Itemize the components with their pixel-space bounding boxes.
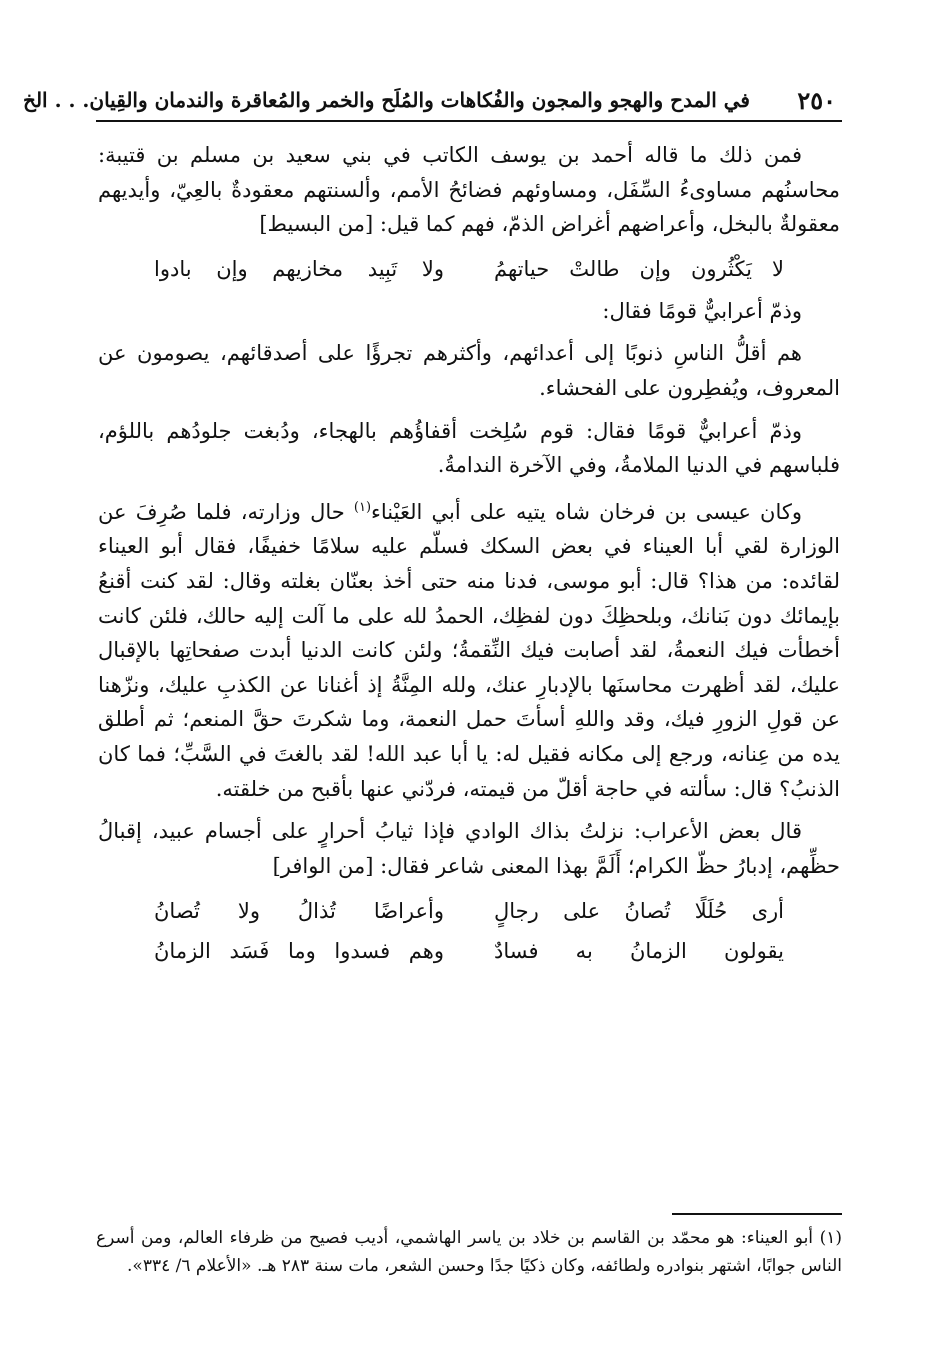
running-title: في المدح والهجو والمجون والفُكاهات والمُلَح والخمر والمُعاقرة والندمان والقِيان. . . الخ [23,88,750,112]
verse-line [98,250,840,290]
paragraph: قال بعض الأعراب: نزلتُ بذاك الوادي فإذا ثيابُ أحرارٍ على أجسام عبيد، إقبالُ حظِّهم، إدبارُ حظّ الكرام؛ أَلَمَّ بهذا المعنى شاعر فقال: [من الوافر] [98,819,840,878]
poem [98,891,840,971]
paragraph: هم أقلُّ الناسِ ذنوبًا إلى أعدائهم، وأكثرهم تجرؤًا على أصدقائهم، يصومون عن المعروف، ويُفطِرون على الفحشاء. [98,341,840,400]
verse-second-hemistich: وهم فسدوا وما فَسَد الزمانُ [154,938,444,963]
verse-first-hemistich: أرى حُلَلًا تُصانُ على رجالٍ [494,898,784,923]
footnote: (١) أبو العيناء: هو محمّد بن القاسم بن خلاد بن ياسر الهاشمي، أديب فصيح من ظرفاء العالم، ومن أسرع الناس جوابًا، اشتهر بنوادره ولطائفه، وكان ذكيًا جدًا وحسن الشعر، مات سنة ٢٨٣ هـ. «الأعلام ٦/ ٣٣٤». [96,1228,842,1276]
verse-second-hemistich: وأعراضًا تُذالُ ولا تُصانُ [154,898,444,923]
paragraph: وذمّ أعرابيٌّ قومًا فقال: قوم سُلِخت أقفاؤُهم بالهجاء، ودُبغت جلودُهم باللؤم، فلباسهم في الدنيا الملامةُ، وفي الآخرة الندامةُ. [98,418,840,478]
verse-second-hemistich: ولا تَبِيد مخازيهم وإن بادوا [154,257,444,282]
verse-line [98,891,840,931]
paragraph: وذمّ أعرابيٌّ قومًا فقال: [602,298,802,323]
verse-first-hemistich: يقولون الزمانُ به فسادٌ [494,938,784,963]
paragraph: وكان عيسى بن فرخان شاه يتيه على أبي العَيْناء$^{(١)}$ حال وزارته، فلما صُرِفَ عن الوزارة لقي أبا العيناء في بعض السكك فسلّم عليه سلامًا خفيفًا، فقال أبو العيناء لقائده: من هذا؟ قال: أبو موسى، فدنا منه حتى أخذ بعنّان بغلته وقال: لقد كنت أقنعُ بإيمائك دون بَنانك، وبلحظِكَ دون لفظِك، الحمدُ لله على ما آلت إليه حالك، فلئن كانت أخطأت فيك النعمةُ، لقد أصابت فيك النِّقمةُ؛ ولئن كانت الدنيا أبدت صفحاتِها بالإقبال عليك، لقد أظهرت محاسنَها بالإدبارِ عنك، ولله المِنَّةُ إذ أغنانا عن الكذبِ عليك، ونزّهنا عن قولِ الزورِ فيك، وقد واللهِ أسأتَ حمل النعمة، وما شكرتَ حقَّ المنعم؛ ثم أطلق يده من عِنانه، ورجع إلى مكانه فقيل له: يا أبا عبد الله! لقد بالغتَ في السَّبِّ؛ فما كان الذنبُ؟ قال: سألته في حاجة أقلّ من قيمته، فردّني عنها بأقبح من خلقته. [98,499,840,801]
main-text [98,138,840,975]
footnote-marker[interactable]: (١) [353,499,372,515]
verse-first-hemistich: لا يَكْثُرون وإن طالتْ حياتهمُ [494,257,784,282]
footnote-divider [672,1213,842,1215]
page-header [23,84,842,122]
meter-label: [من البسيط] [259,212,374,237]
paragraph: فمن ذلك ما قاله أحمد بن يوسف الكاتب في بني سعيد بن مسلم بن قتيبة: محاسنُهم مساوىءُ السِّفَل، ومساوئهم فضائحُ الأمم، وألسنتهم معقودةٌ بالعِيّ، وأيديهم معقولةٌ بالبخل، وأعراضهم أغراض الذمّ، فهم كما قيل: [من البسيط] [98,143,840,237]
meter-label: [من الوافر] [272,853,374,878]
verse-line [98,931,840,971]
poem [98,250,840,290]
page-number: ٢٥٠ [797,86,836,115]
